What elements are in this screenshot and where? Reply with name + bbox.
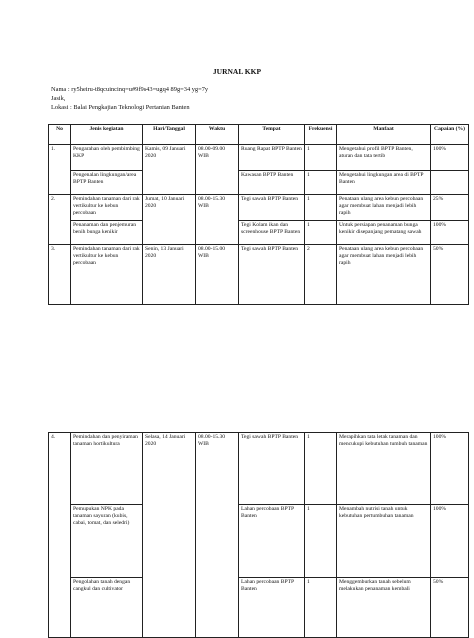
header-no: No (49, 125, 71, 145)
cell-capaian: 100% (431, 433, 469, 505)
header-manfaat: Manfaat (337, 125, 431, 145)
cell-hari: Jumat, 10 Januari 2020 (143, 195, 196, 245)
table-row (49, 505, 469, 578)
table-row (49, 433, 469, 505)
cell-kegiatan: Pemindahan tanaman dari rak vertikultur ke kebun percobaan (71, 195, 143, 221)
cell-frekuensi: 1 (305, 578, 337, 638)
cell-kegiatan: Pengolahan tanah dengan cangkul dan cultivator (71, 578, 143, 638)
header-capaian: Capaian (%) (431, 125, 469, 145)
cell-frekuensi: 1 (305, 145, 337, 171)
header-frekuensi: Frekuensi (305, 125, 337, 145)
cell-capaian: 100% (431, 145, 469, 171)
cell-kegiatan: Pemindahan dan penyiraman tanaman hortikultura (71, 433, 143, 505)
cell-frekuensi: 1 (305, 195, 337, 221)
table-header-row (49, 125, 469, 145)
cell-no: 2. (49, 195, 71, 245)
cell-waktu: 08.00-09.00 WIB (196, 145, 239, 195)
cell-tempat: Lahan percobaan BPTP Banten (239, 578, 305, 638)
table-row (49, 578, 469, 638)
cell-frekuensi: 1 (305, 433, 337, 505)
cell-manfaat: Penataan ulang area kebun percobaan agar membuat lahan menjadi lebih rapih (337, 195, 431, 221)
cell-frekuensi: 1 (305, 171, 337, 195)
cell-kegiatan: Pengenalan lingkungan/area BPTP Banten (71, 171, 143, 195)
table-row (49, 145, 469, 171)
cell-manfaat: Merapihkan tata letak tanaman dan mencukupi kebutuhan tumbuh tanaman (337, 433, 431, 505)
header-hari-tanggal: Hari/Tanggal (143, 125, 196, 145)
cell-hari: Senin, 13 Januari 2020 (143, 245, 196, 305)
journal-table-page2 (48, 432, 469, 638)
cell-waktu: 08.00-15.30 WIB (196, 195, 239, 245)
cell-kegiatan: Pengarahan oleh pembimbing KKP (71, 145, 143, 171)
cell-manfaat: Mengetahui lingkungan area di BPTP Banten (337, 171, 431, 195)
cell-kegiatan: Penanaman dan penjemuran benih bunga kenikir (71, 221, 143, 245)
table-row (49, 221, 469, 245)
cell-tempat: Kawasan BPTP Banten (239, 171, 305, 195)
cell-kegiatan: Pemupukan NPK pada tanaman sayuran (kubis, cabai, tomat, dan seledri) (71, 505, 143, 578)
cell-manfaat: Menggemburkan tanah sebelum melakukan penanaman kembali (337, 578, 431, 638)
cell-tempat: Lahan percobaan BPTP Banten (239, 505, 305, 578)
page-title: JURNAL KKP (212, 67, 262, 76)
cell-capaian: 100% (431, 505, 469, 578)
table-row (49, 195, 469, 221)
cell-tempat: Tegi Kolam ikan dan screenhouse BPTP Banten (239, 221, 305, 245)
cell-no: 4. (49, 433, 71, 638)
cell-manfaat: Untuk persiapan penanaman bunga kenikir disepanjang pematang sawah (337, 221, 431, 245)
cell-capaian: 100% (431, 221, 469, 245)
cell-kegiatan: Pemindahan tanaman dari rak vertikultur ke kebun percobaan (71, 245, 143, 305)
cell-waktu: 08.00-15.00 WIB (196, 245, 239, 305)
cell-capaian (431, 171, 469, 195)
header-waktu: Waktu (196, 125, 239, 145)
cell-manfaat: Penataan ulang area kebun percobaan agar membuat lahan menjadi lebih rapih (337, 245, 431, 305)
cell-manfaat: Mengetahui profil BPTP Banten, aturan dan tata tertib (337, 145, 431, 171)
cell-tempat: Tegi sawah BPTP Banten (239, 195, 305, 221)
cell-tempat: Tegi sawah BPTP Banten (239, 433, 305, 505)
nama-line: Nama : ry5heiru-t8qcuincinq=u#9f9s43=ugq4 89g=34 yg=7y (51, 86, 209, 93)
cell-frekuensi: 1 (305, 505, 337, 578)
cell-hari: Selasa, 14 Januari 2020 (143, 433, 196, 638)
cell-tempat: Ruang Rapat BPTP Banten (239, 145, 305, 171)
cell-no: 3. (49, 245, 71, 305)
cell-manfaat: Menambah nutrisi tanah untuk kebutuhan pertumbuhan tanaman (337, 505, 431, 578)
header-tempat: Tempat (239, 125, 305, 145)
table-row (49, 171, 469, 195)
journal-table-page1 (48, 124, 469, 305)
cell-frekuensi: 1 (305, 221, 337, 245)
cell-frekuensi: 2 (305, 245, 337, 305)
nama-continuation: Jasik, (51, 95, 66, 102)
cell-capaian: 25% (431, 195, 469, 221)
header-jenis-kegiatan: Jenis kegiatan (71, 125, 143, 145)
table-row (49, 245, 469, 305)
cell-tempat: Tegi sawah BPTP Banten (239, 245, 305, 305)
cell-waktu: 08.00-15.30 WIB (196, 433, 239, 638)
lokasi-line: Lokasi : Balai Pengkajian Teknologi Pertanian Banten (51, 104, 190, 111)
cell-no: 1. (49, 145, 71, 195)
cell-capaian: 50% (431, 578, 469, 638)
cell-capaian: 50% (431, 245, 469, 305)
cell-hari: Kamis, 09 Januari 2020 (143, 145, 196, 195)
